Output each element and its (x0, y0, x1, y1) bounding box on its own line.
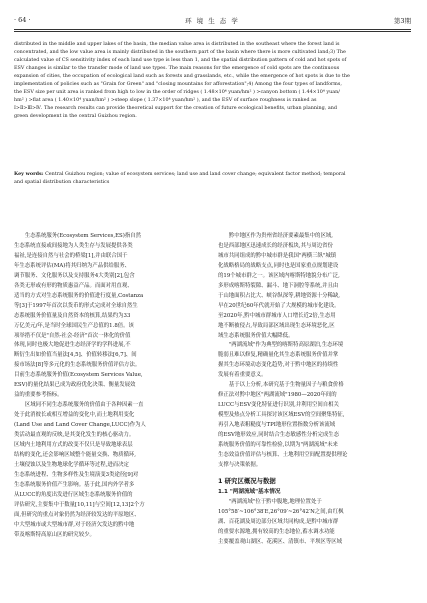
right-column-line: 城市共同组成的黔中城市群是我国"两横三纵"城镇 (218, 252, 337, 259)
header-rule-bottom (14, 31, 411, 32)
left-column-line: 益的重要参考指标。 (14, 392, 63, 399)
abstract-line: implementation of policies such as "Grain for Green" and "closing mountains for afforestation";4) Among the four types of landforms, (14, 81, 342, 88)
right-column-line: 再引入地表粗糙度与TPI地形位置指数分析该流域 (218, 422, 336, 429)
right-column-line: "两湖流域"作为典型的喀斯特高原湖泊,生态环境 (228, 342, 344, 349)
right-column-line: 多形成喀斯特裂隙、漏斗、地下洞腔等系统,并且由 (218, 282, 339, 289)
section-heading: 1 研究区概况与数据 (218, 476, 276, 485)
left-column-line: 生态系统进程、生物多样性及生境演变3类途径[9]对 (14, 471, 139, 478)
issue-number: 第3期 (393, 16, 411, 25)
journal-title: 环 境 生 态 学 (185, 16, 240, 25)
left-column-line: 类活动最直观的反映,是其变化发生的核心驱动力。 (14, 432, 135, 439)
left-column-line: 福祉,是连接自然与社会的桥梁[1],并由联合国千 (14, 252, 128, 259)
left-column-line: 适当的方式对生态系统服务的价值进行度量,Costanza (14, 292, 144, 299)
right-column-line: 的ESV地形效应,同时结合生态敏感性分析完成生态 (218, 432, 340, 439)
left-column-line: 等[3]于1997年首次以货币的形式完成对全球自然生 (14, 302, 138, 309)
left-column-line: 土壤侵蚀以及生物地球化学循环等过程,进而决定 (14, 461, 129, 468)
right-column-line: 化战略格局的战略支点,同时也是国家重点规划建设 (218, 262, 339, 269)
left-column-line: 生态系统直接或间接地为人类生存与发展提供各类 (14, 242, 133, 249)
right-column-line: 地不断被侵占,导致局部区域出现生态环境恶化,区 (218, 322, 335, 329)
right-column-line: 早在20世纪60年代就开始了大规模的城市化建设。 (218, 302, 340, 309)
abstract-line: green development in the central Guizhou region. (14, 113, 137, 120)
right-column-line: 也是西部地区迅速成长的经济板块,其与周边省份 (218, 242, 333, 249)
right-column-line: 于山地面积占比大、峡谷纵深等,耕地资源十分稀缺, (218, 292, 341, 299)
page-header (14, 14, 411, 26)
abstract-continuation (14, 40, 411, 120)
left-column-line: 从LUCC的角度出发进行区域生态系统服务价值的 (14, 491, 133, 498)
section-line: 湖、百花湖及周边部分区域共同构成,是黔中城市群 (218, 518, 339, 525)
abstract-line: concentrated, and the low value area is mainly distributed in the southern part of the basin where there is more cultivated land;3) The (14, 49, 346, 56)
section-line: "两湖流域"位于黔中腹地,地理位置处于 (228, 498, 322, 505)
keywords-line-0: Central Guizhou region; value of ecosystem services; land use and land cover change; equivalent factor method; temporal (45, 171, 346, 177)
right-column-line: 修正法对黔中地区"两湖流域"1980—2020年间的 (218, 392, 337, 399)
right-column-line: LUCC与ESV变化特征进行识别,并利用空间自相关 (218, 402, 339, 409)
left-column-line: 中大型城市或大型城市群,对于经济欠发达的黔中地 (14, 521, 135, 528)
left-column-line: 评估研究,主要集中于数量[10,11]与空间[12,13]2个方 (14, 501, 145, 508)
abstract-line: ESV changes is similar to the transfer mode of land use types. The main reasons for the emergence of cold spots are the continuous (14, 65, 340, 72)
left-column-line: 断衍生出如价值当量法[4,5]、价值转移法[6,7]、间 (14, 352, 137, 359)
left-column-line: 处于此消彼长或相互增益的变化中,而土地利用变化 (14, 412, 135, 419)
left-column-line: 项举措不仅是"自然-社会-经济"首次一体化的价值 (14, 332, 131, 339)
abstract-line: Ⅰ>Ⅱ>Ⅲ>Ⅳ. The research results can provide theoretical support for the creation of future ecological benefits, urban planning, and (14, 105, 337, 112)
left-column-line: 接市场法[8]等多元化的生态系统服务价值评估方法。 (14, 362, 141, 369)
right-column-line: 基于以上分析,本研究基于生物量因子与粮食价格 (228, 382, 344, 389)
right-column-line: 模型及热点分析工具探讨该区域ESV的空间聚集特征, (218, 412, 345, 419)
keywords-label: Key words: (14, 171, 44, 177)
left-column-line: 结构的变化,还会影响区域整个能量交换、物质循环, (14, 451, 137, 458)
abstract-line: distributed in the middle and upper lakes of the basin, the median value area is distributed in the southeast where the forest land is (14, 41, 340, 47)
body-right-column (218, 232, 411, 548)
right-column-line: 黔中地区作为贵州省经济要素最集中的区域, (228, 233, 333, 239)
page-number: · 64 · (14, 16, 31, 24)
right-column-line: 至2020年,黔中城市群城市人口增长近2倍,生态用 (218, 312, 336, 319)
abstract-line: hm² ) >flat area ( 1.40×10⁴ yuan/hm² ) >steep slope ( 1.37×10⁴ yuan/hm² ), and the ESV of surface roughness is ranked as (14, 97, 317, 104)
left-column-line: 面,但研究的重点对象仍然为经济较发达的平原地区、 (14, 511, 140, 518)
section-line: 的重要水源地,拥有较高的生态地位,蓄水调水功能 (218, 528, 335, 535)
header-rule-top (14, 29, 411, 30)
left-column-line: 年生态系统评估(MA)将其归纳为产品供给服务、 (14, 262, 131, 269)
right-column-line: 系统服务价值的可靠性检验,以期为"两湖流域"未来 (218, 442, 338, 449)
right-column-line: 支撑与决策依据。 (218, 461, 262, 468)
left-column-line: 目前生态系统服务价值(Ecosystem Services Value, (14, 372, 143, 379)
abstract-line: the ESV size per unit area is ranked from high to low in the order of ridges ( 1.48×10⁴ yuan/hm² ) >canyon bottom ( 1.44×10⁴ yuan/ (14, 89, 340, 96)
right-column-line: 域生态系统服务价值大幅降低。 (218, 332, 294, 339)
left-column-line: 各类无形或有形的物质惠益产品。而面对用直观、 (14, 282, 133, 289)
left-column-line: (Land Use and Land Cover Change,LUCC)作为人 (14, 422, 146, 429)
left-column-line: 调节服务、文化服务以及支持服务4大类别[2],包含 (14, 272, 135, 279)
left-column-line: 态系统服务价值量及自然资本的核算,结果约为33 (14, 312, 131, 319)
subsection-heading: 1.1 "两湖流域"基本情况 (218, 488, 281, 495)
left-column-line: ESV)的量化结果已成为政府优化决策、衡量发展效 (14, 382, 136, 389)
abstract-line: expansion of cities, the occupation of ecological land such as forests and grasslands, etc., while the emergence of hot spots is due to the (14, 73, 350, 80)
left-column-line: 区域同不同生态系统服务的价值由于各种因素一直 (24, 402, 144, 409)
right-column-line: 生态效益价值评估与核算、土地利用空间配置提供理论 (218, 451, 348, 458)
section-line: 105°58′~106°38′E,26°09′~26°42′N之间,由红枫 (218, 508, 344, 515)
left-column-line: 生态系统服务(Ecosystem Services,ES)指自然 (24, 233, 142, 239)
keywords-line-1: and spatial distribution characteristics (14, 179, 110, 186)
right-column-line: 发展有着重要意义。 (218, 372, 267, 379)
left-column-line: 区域内土地利用方式的改变不仅只是导致地球表层 (14, 442, 133, 449)
right-column-line: 脆弱且难以修复,精确量化其生态系统服务价值并掌 (218, 352, 339, 359)
keywords-block (14, 170, 411, 186)
abstract-line: calculated value of CS sensitivity index of each land use type is less than 1, and the spatial distribution pattern of cold and hot spots of (14, 57, 347, 64)
section-line: 主要覆盖观山湖区、花溪区、清镇市、平坝区等区域 (218, 538, 342, 545)
right-column-line: 的19个城市群之一。该区域内喀斯特地貌分布广泛, (218, 272, 340, 279)
left-column-line: 生态系统服务价值产生影响。基于此,国内外学者多 (14, 481, 135, 488)
left-column-line: 带及喀斯特高原山区的研究较少。 (14, 531, 95, 538)
left-column-line: 体现,同时也极大地促进生态经济学的学科进展,不 (14, 342, 131, 349)
right-column-line: 握其生态环境动态变化趋势,对于黔中地区的持续性 (218, 362, 339, 369)
left-column-line: 万亿美元/年,是当时全球国民生产总值的1.8倍。该 (14, 322, 134, 329)
body-left-column (14, 232, 207, 541)
